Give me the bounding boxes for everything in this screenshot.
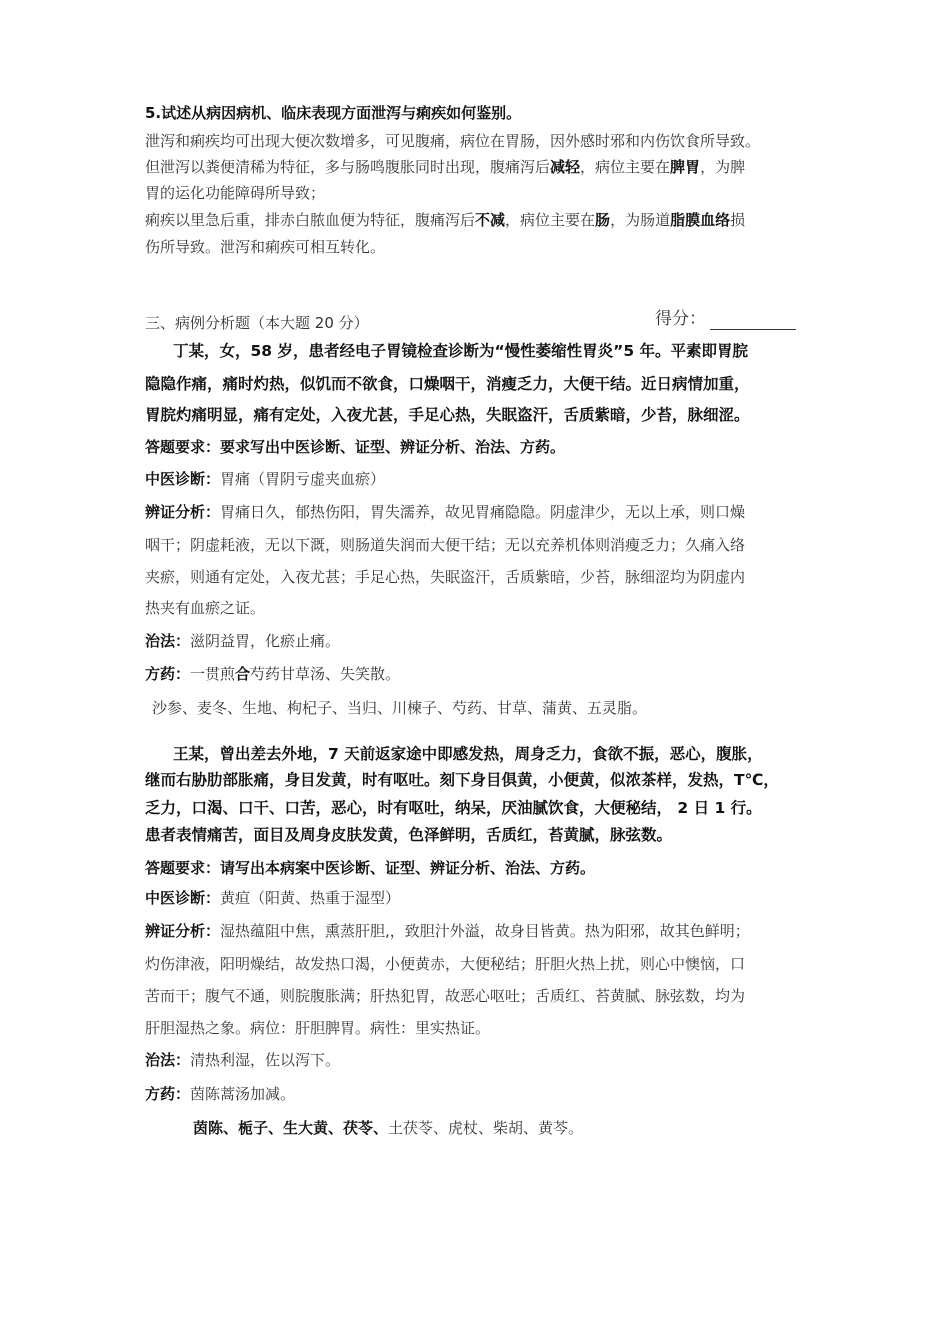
emphasis: 减轻 — [550, 158, 581, 176]
label: 中医诊断： — [145, 470, 221, 488]
section-title: 三、病例分析题（本大题 20 分） — [145, 314, 369, 332]
value: 胃痛日久，郁热伤阳，胃失濡养，故见胃痛隐隐。阴虚津少，无以上承，则口燥 — [220, 503, 746, 521]
score-blank — [710, 313, 796, 330]
value: 湿热蕴阻中焦，熏蒸肝胆,，致胆汁外溢，故身目皆黄。热为阳邪，故其色鲜明； — [220, 922, 750, 940]
label: 辨证分析： — [145, 922, 221, 940]
text: 但泄泻以粪便清稀为特征，多与肠鸣腹胀同时出现，腹痛泻后 — [145, 158, 551, 176]
value: 黄疸（阳黄、热重于湿型） — [220, 889, 401, 907]
text: 痢疾以里急后重，排赤白脓血便为特征，腹痛泻后 — [145, 211, 476, 229]
text: ，为肠道 — [610, 211, 671, 229]
emphasis: 合 — [235, 665, 251, 683]
case-1-text: 隐隐作痛，痛时灼热，似饥而不欲食，口燥咽干，消瘦乏力，大便干结。近日病情加重， — [145, 375, 750, 393]
case-1-requirement: 答题要求：要求写出中医诊断、证型、辨证分析、治法、方药。 — [145, 438, 566, 456]
text: ，为脾 — [700, 158, 746, 176]
q5-answer-line: 泄泻和痢疾均可出现大便次数增多，可见腹痛，病位在胃肠，因外感时邪和内伤饮食所导致。 — [145, 132, 761, 150]
case-1-herbs: 沙参、麦冬、生地、枸杞子、当归、川楝子、芍药、甘草、蒲黄、五灵脂。 — [152, 699, 648, 717]
value: 土茯苓、虎杖、柴胡、黄芩。 — [388, 1119, 584, 1137]
case-1-diagnosis — [145, 469, 385, 489]
case-2-text: 王某，曾出差去外地，7 天前返家途中即感发热，周身乏力，食欲不振，恶心，腹胀， — [173, 745, 763, 763]
case-1-analysis-line: 咽干；阴虚耗液，无以下溉，则肠道失润而大便干结；无以充养机体则消瘦乏力；久痛入络 — [145, 536, 746, 554]
q5-answer-line — [145, 157, 745, 177]
label: 治法： — [145, 1051, 191, 1069]
label: 方药： — [145, 1085, 191, 1103]
text: 损 — [730, 211, 746, 229]
emphasis: 不减 — [475, 211, 506, 229]
case-1-treatment — [145, 631, 340, 651]
case-2-herbs — [193, 1118, 583, 1138]
case-1-prescription — [145, 664, 400, 684]
case-2-text: 患者表情痛苦，面目及周身皮肤发黄，色泽鲜明，舌质红，苔黄腻，脉弦数。 — [145, 826, 673, 844]
emphasis: 脂膜血络 — [670, 211, 731, 229]
q5-answer-line: 胃的运化功能障碍所导致； — [145, 184, 326, 202]
value: 芍药甘草汤、失笑散。 — [250, 665, 401, 683]
q5-answer-line — [145, 210, 745, 230]
value: 清热利湿，佐以泻下。 — [190, 1051, 341, 1069]
text: ，病位主要在 — [505, 211, 596, 229]
emphasis: 肠 — [595, 211, 611, 229]
emphasis: 茵陈、栀子、生大黄、茯苓、 — [193, 1119, 389, 1137]
case-1-analysis-line: 夹瘀，则通有定处，入夜尤甚；手足心热，失眠盗汗，舌质紫暗，少苔，脉细涩均为阴虚内 — [145, 568, 746, 586]
case-2-analysis — [145, 921, 750, 941]
label: 治法： — [145, 632, 191, 650]
value: 胃痛（胃阴亏虚夹血瘀） — [220, 470, 386, 488]
case-2-analysis-line: 灼伤津液，阳明燥结，故发热口渴，小便黄赤，大便秘结；肝胆火热上扰，则心中懊恼，口 — [145, 955, 746, 973]
label: 辨证分析： — [145, 503, 221, 521]
label: 方药： — [145, 665, 191, 683]
emphasis: 脾胃 — [670, 158, 701, 176]
case-2-text: 乏力，口渴、口干、口苦，恶心，时有呕吐，纳呆，厌油腻饮食，大便秘结， 2 日 1 行。 — [145, 799, 762, 817]
case-2-analysis-line: 肝胆湿热之象。病位：肝胆脾胃。病性：里实热证。 — [145, 1019, 491, 1037]
case-1-text: 胃脘灼痛明显，痛有定处，入夜尤甚，手足心热，失眠盗汗，舌质紫暗，少苔，脉细涩。 — [145, 406, 750, 424]
value: 滋阴益胃，化瘀止痛。 — [190, 632, 341, 650]
case-2-diagnosis — [145, 888, 400, 908]
case-2-requirement: 答题要求：请写出本病案中医诊断、证型、辨证分析、治法、方药。 — [145, 859, 596, 877]
case-2-analysis-line: 苦而干；腹气不通，则脘腹胀满；肝热犯胃，故恶心呕吐；舌质红、苔黄腻、脉弦数，均为 — [145, 987, 746, 1005]
case-2-treatment — [145, 1050, 340, 1070]
score-label: 得分： — [655, 309, 706, 329]
case-1-text: 丁某，女，58 岁，患者经电子胃镜检查诊断为“慢性萎缩性胃炎”5 年。平素即胃脘 — [173, 342, 749, 360]
case-2-prescription — [145, 1084, 295, 1104]
text: ，病位主要在 — [580, 158, 671, 176]
q5-answer-line: 伤所导致。泄泻和痢疾可相互转化。 — [145, 238, 386, 256]
question-5-title: 5.试述从病因病机、临床表现方面泄泻与痢疾如何鉴别。 — [145, 104, 522, 122]
value: 一贯煎 — [190, 665, 236, 683]
label: 中医诊断： — [145, 889, 221, 907]
value: 茵陈蒿汤加减。 — [190, 1085, 296, 1103]
case-1-analysis — [145, 502, 745, 522]
case-1-analysis-line: 热夹有血瘀之证。 — [145, 599, 266, 617]
score-field — [655, 308, 796, 330]
case-2-text: 继而右胁肋部胀痛，身目发黄，时有呕吐。刻下身目俱黄，小便黄，似浓茶样，发热，T℃， — [145, 771, 779, 789]
